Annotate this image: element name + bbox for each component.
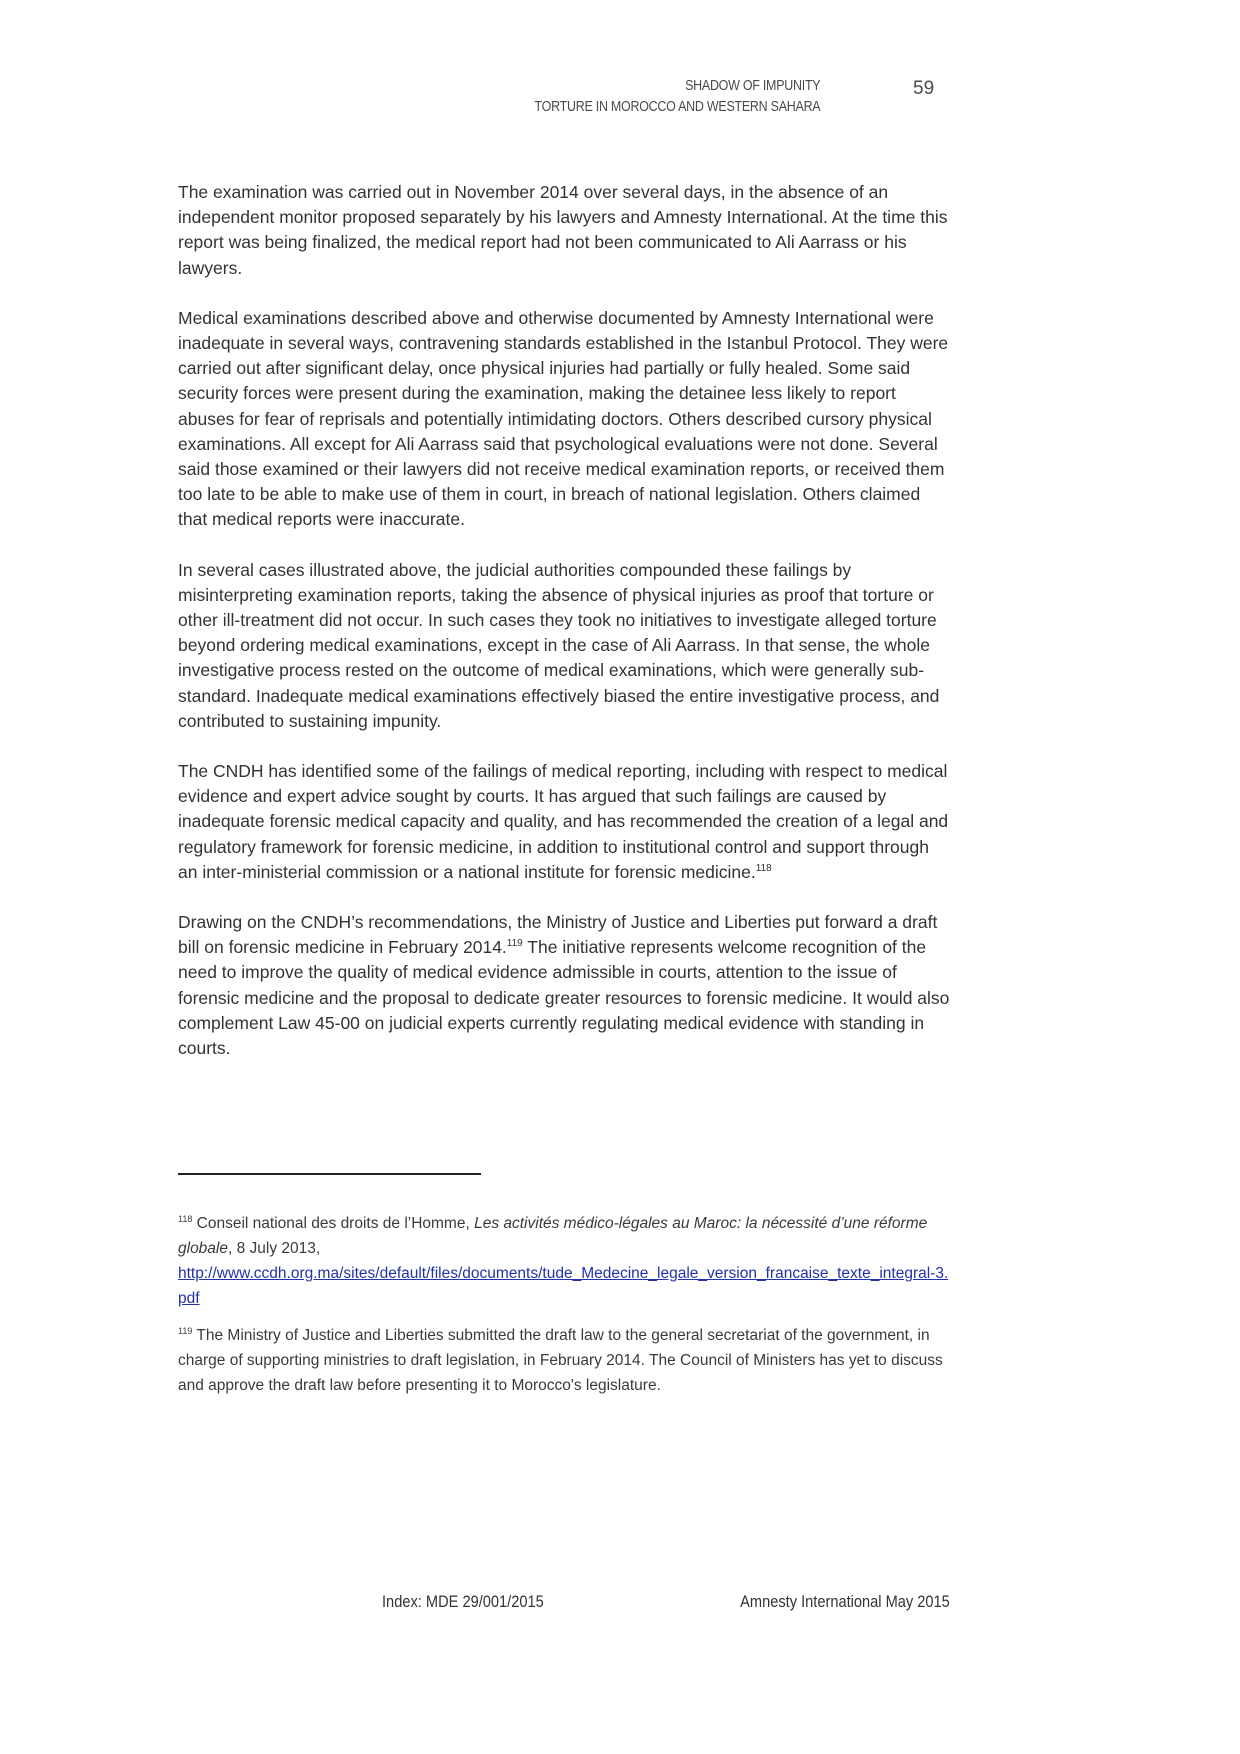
footnote-link[interactable]: http://www.ccdh.org.ma/sites/default/files/documents/tude_Medecine_legale_version_francaise_texte_integral-3.pdf — [178, 1265, 949, 1307]
header-subtitle: TORTURE IN MOROCCO AND WESTERN SAHARA — [534, 99, 820, 115]
paragraph-2: Medical examinations described above and otherwise documented by Amnesty International were inadequate in several ways, contravening standards established in the Istanbul Protocol. They were carried out after significant delay, once physical injuries had partially or fully healed. Some said security forces were present during the examination, making the detainee less likely to report abuses for fear of reprisals and potentially intimidating doctors. Others described cursory physical examinations. All except for Ali Aarrass said that psychological evaluations were not done. Several said those examined or their lawyers did not receive medical examination reports, or received them too late to be able to make use of them in court, in breach of national legislation. Others claimed that medical reports were inaccurate. — [178, 307, 949, 530]
footnote-ref-119[interactable]: 119 — [506, 938, 523, 950]
footer-index: Index: MDE 29/001/2015 — [382, 1592, 544, 1611]
header-title: SHADOW OF IMPUNITY — [684, 78, 820, 94]
paragraph-1: The examination was carried out in November 2014 over several days, in the absence of an independent monitor proposed separately by his lawyers and Amnesty International. At the time this report was being finalized, the medical report had not been communicated to Ali Aarrass or his lawyers. — [178, 182, 948, 278]
page-number: 59 — [913, 78, 935, 99]
footnote-ref-118[interactable]: 118 — [755, 863, 772, 875]
footnote-number: 118 — [178, 1213, 193, 1224]
paragraph-4-text: The CNDH has identified some of the failings of medical reporting, including with respect to medical evidence and expert advice sought by courts. It has argued that such failings are caused by inadequate forensic medical capacity and quality, and has recommended the creation of a legal and regulatory framework for forensic medicine, in addition to institutional control and support through an inter-ministerial commission or a national institute for forensic medicine. — [178, 761, 949, 882]
paragraph-5-text-before: Drawing on the CNDH’s recommendations, the Ministry of Justice and Liberties put forward a draft bill on forensic medicine in February 2014. — [178, 912, 938, 958]
paragraph-4 — [178, 759, 953, 885]
footnote-title: Les activités médico-légales au Maroc: la nécessité d’une réforme globale — [178, 1215, 928, 1257]
footer-publisher: Amnesty International May 2015 — [740, 1592, 950, 1611]
footnote-118 — [178, 1211, 953, 1311]
footnotes — [178, 1211, 953, 1410]
footnote-text: The Ministry of Justice and Liberties submitted the draft law to the general secretariat of the government, in charge of supporting ministries to draft legislation, in February 2014. The Council of Ministers has yet to discuss and approve the draft law before presenting it to Morocco's legislature. — [178, 1327, 943, 1394]
footnote-date: , 8 July 2013, — [228, 1240, 321, 1257]
footnote-separator — [178, 1173, 481, 1175]
running-header — [534, 76, 820, 118]
footnote-author: Conseil national des droits de l’Homme, — [192, 1215, 475, 1232]
paragraph-3: In several cases illustrated above, the judicial authorities compounded these failings by misinterpreting examination reports, taking the absence of physical injuries as proof that torture or other ill-treatment did not occur. In such cases they took no initiatives to investigate alleged torture beyond ordering medical examinations, except in the case of Ali Aarrass. In that sense, the whole investigative process rested on the outcome of medical examinations, which were generally sub-standard. Inadequate medical examinations effectively biased the entire investigative process, and contributed to sustaining impunity. — [178, 559, 940, 731]
footnote-number: 119 — [178, 1325, 193, 1336]
main-body — [178, 180, 953, 1086]
paragraph-5 — [178, 910, 953, 1061]
paragraph-5-text-after: The initiative represents welcome recognition of the need to improve the quality of medical evidence admissible in courts, attention to the issue of forensic medicine and the proposal to dedicate greater resources to forensic medicine. It would also complement Law 45-00 on judicial experts currently regulating medical evidence with standing in courts. — [178, 937, 950, 1059]
footnote-119 — [178, 1323, 953, 1398]
